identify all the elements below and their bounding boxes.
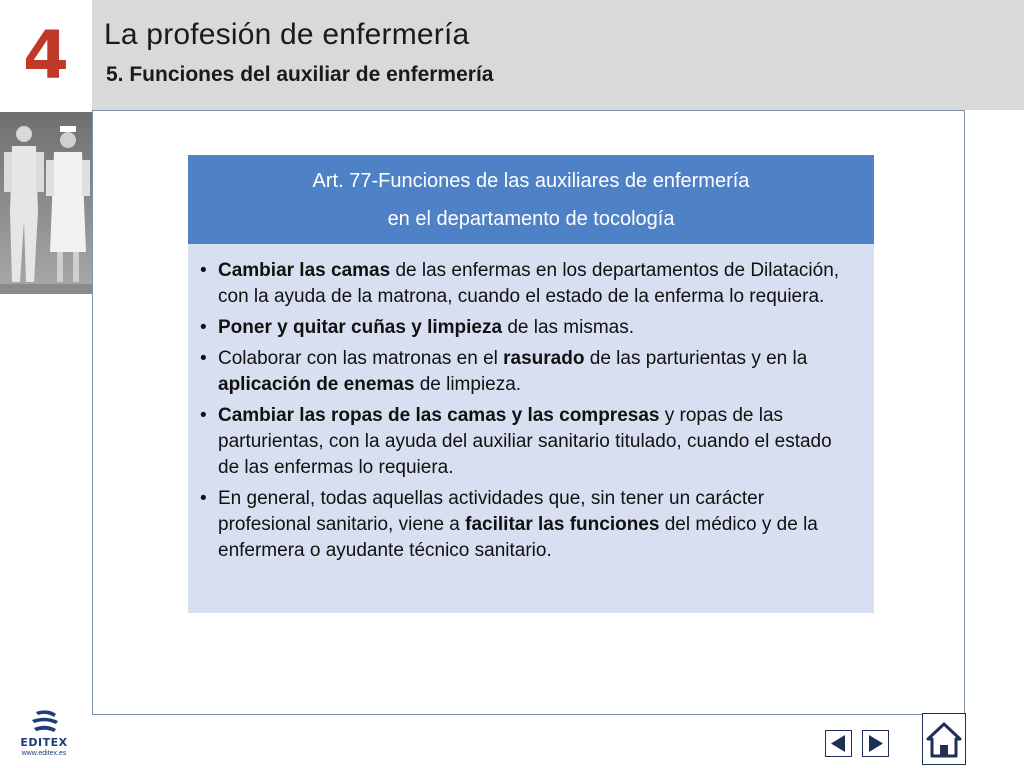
list-item: • Cambiar las ropas de las camas y las compresas y ropas de las parturientas, con la ayuda del auxiliar sanitario titulado, cuando el estado de las enfermas lo requiera. — [200, 405, 832, 478]
triangle-right-icon — [863, 731, 888, 756]
editex-logo-icon — [14, 708, 74, 736]
previous-button[interactable] — [825, 730, 852, 757]
list-item: • En general, todas aquellas actividades que, sin tener un carácter profesional sanitario, viene a facilitar las funciones del médico y de la enfermera o ayudante técnico sanitario. — [200, 488, 818, 561]
bullet-icon: • — [200, 405, 207, 426]
article-box — [188, 155, 874, 613]
nurses-photo — [0, 112, 92, 294]
list-item: • Cambiar las camas de las enfermas en los departamentos de Dilatación, con la ayuda de la matrona, cuando el estado de la enferma lo requiera. — [200, 260, 840, 307]
list-item: • Poner y quitar cuñas y limpieza de las mismas. — [200, 315, 850, 341]
page-title: La profesión de enfermería — [104, 18, 470, 51]
logo-url: www.editex.es — [21, 750, 67, 757]
bullet-icon: • — [200, 260, 207, 281]
article-header — [188, 155, 874, 244]
home-button[interactable] — [922, 713, 966, 765]
triangle-left-icon — [826, 731, 851, 756]
editex-logo — [14, 708, 74, 762]
page-subtitle: 5. Funciones del auxiliar de enfermería — [106, 63, 494, 86]
logo-text: EDITEX — [20, 736, 68, 749]
next-button[interactable] — [862, 730, 889, 757]
bullet-icon: • — [200, 488, 207, 509]
list-item: • Colaborar con las matronas en el rasurado de las parturientas y en la aplicación de enemas de limpieza. — [200, 348, 808, 395]
header-band — [92, 0, 1024, 110]
article-title-line2: en el departamento de tocología — [387, 207, 675, 230]
article-body — [188, 244, 874, 564]
bullet-icon: • — [200, 317, 207, 338]
article-title-line1: Art. 77-Funciones de las auxiliares de enfermería — [312, 169, 750, 192]
home-icon — [923, 714, 965, 764]
bullet-icon: • — [200, 348, 207, 369]
chapter-number: 4 — [23, 16, 69, 94]
